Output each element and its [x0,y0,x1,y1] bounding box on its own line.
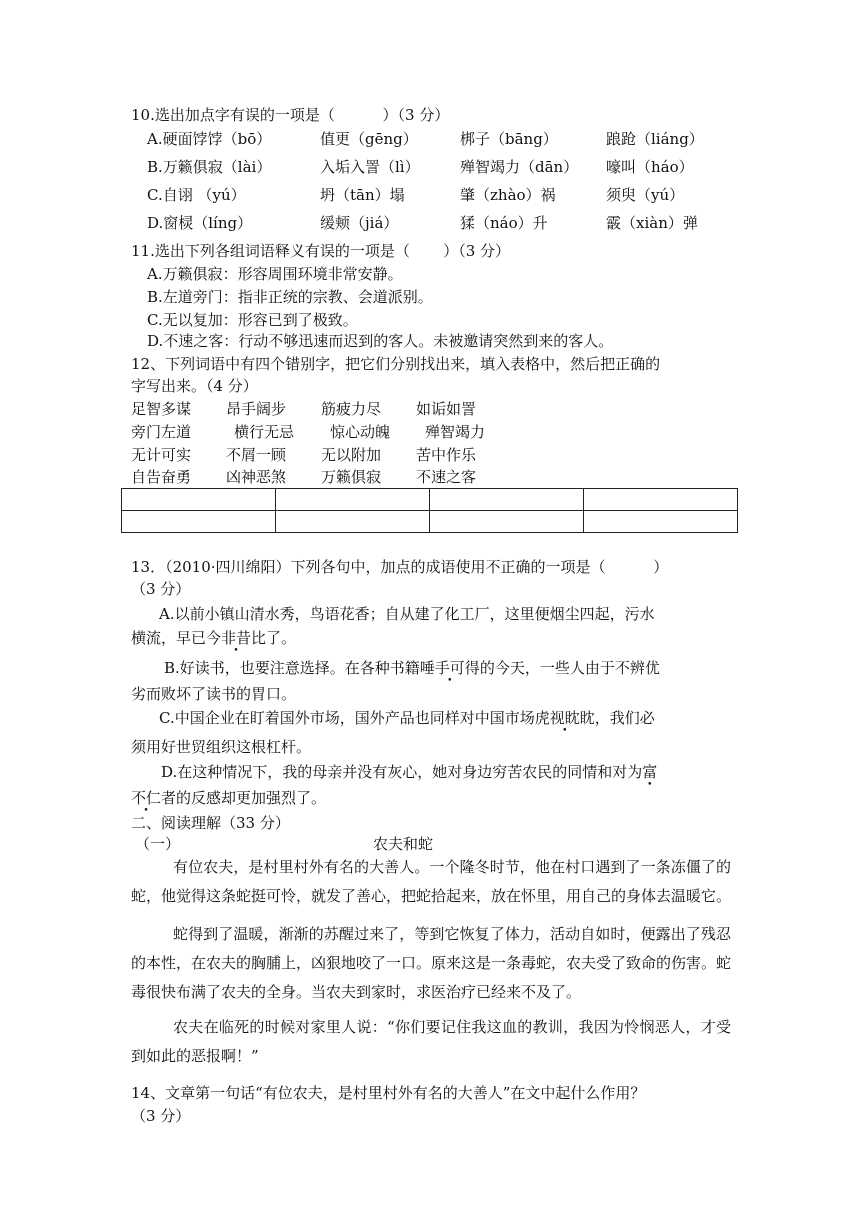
q10-option-a-2: 值更（gēng） [320,130,418,148]
answer-cell[interactable] [276,489,430,511]
q13-option-d-line1: D.在这种情况下，我的母亲并没有灰心，她对身边穷苦农民的同情和对为富 [161,763,658,781]
q12-word: 无以附加 [321,446,382,464]
q10-option-c-3: 肇（zhào）祸 [460,186,556,204]
answer-cell[interactable] [430,511,584,533]
q13-stem-line1: 13．（2010·四川绵阳）下列各句中，加点的成语使用不正确的一项是（ ） [131,558,669,576]
answer-cell[interactable] [276,511,430,533]
q12-word: 苦中作乐 [416,446,477,464]
q14-stem-line1: 14、文章第一句话“有位农夫，是村里村外有名的大善人”在文中起什么作用？ [131,1084,646,1102]
q10-option-c-1: C.自诩 （yú） [147,186,246,204]
q10-option-d-3: 猱（náo）升 [460,214,548,232]
q12-word: 无计可实 [131,446,192,464]
q12-word: 惊心动魄 [330,423,391,441]
q11-stem: 11.选出下列各组词语释义有误的一项是（ ）（3 分） [131,242,511,260]
q10-option-b-1: B.万籁俱寂（lài） [147,158,272,176]
answer-cell[interactable] [584,489,738,511]
q11-option-a: A.万籁俱寂：形容周围环境非常安静。 [147,265,403,283]
dotted-idiom: 唾手可得 [419,659,480,677]
q13-option-c-line1: C.中国企业在盯着国外市场，国外产品也同样对中国市场虎视眈眈，我们必 [159,709,655,727]
q12-word: 不速之客 [416,468,477,486]
q10-option-a-4: 踉跄（liáng） [606,130,704,148]
q13-option-d-line2: 不仁者的反感却更加强烈了。 [131,789,327,807]
q11-option-b: B.左道旁门：指非正统的宗教、会道派别。 [147,288,433,306]
dotted-idiom: 不仁 [131,789,162,807]
q11-option-d: D.不速之客：行动不够迅速而迟到的客人。未被邀请突然到来的客人。 [147,332,614,350]
q12-word: 自告奋勇 [131,468,192,486]
q10-option-b-2: 入垢入詈（lì） [320,158,420,176]
q12-word: 不屑一顾 [226,446,287,464]
q13-option-b-line1: B.好读书，也要注意选择。在各种书籍唾手可得的今天，一些人由于不辨优 [164,659,660,677]
passage-title: 农夫和蛇 [373,835,434,853]
q12-word: 横行无忌 [234,423,295,441]
answer-cell[interactable] [122,511,276,533]
q10-option-d-1: D.窗棂（líng） [147,214,253,232]
dotted-idiom: 富 [642,763,658,781]
q10-option-d-4: 霰（xiàn）弹 [606,214,698,232]
q12-word: 殚智竭力 [425,423,486,441]
passage-paragraph: 农夫在临死的时候对家里人说：“你们要记住我这血的教训，我因为怜悯恶人，才受到如此的恶报啊！” [131,1018,731,1065]
answer-cell[interactable] [122,489,276,511]
q13-option-a-line2: 横流，早已今非昔比了。 [131,629,297,647]
answer-cell[interactable] [430,489,584,511]
q10-option-b-4: 嚎叫（háo） [606,158,694,176]
passage-label: （一） [135,835,181,853]
q14-stem-line2: （3 分） [131,1107,191,1125]
q12-word: 筋疲力尽 [321,400,382,418]
q12-word: 足智多谋 [131,400,192,418]
q10-option-c-4: 须臾（yú） [606,186,685,204]
q13-stem-line2: （3 分） [131,580,191,598]
q13-option-b-line2: 劣而败坏了读书的胃口。 [131,685,297,703]
q13-option-c-line2: 须用好世贸组织这根杠杆。 [131,738,312,756]
q10-option-a-3: 梆子（bāng） [460,130,558,148]
q13-option-a-line1: A.以前小镇山清水秀，鸟语花香；自从建了化工厂，这里便烟尘四起，污水 [159,605,655,623]
q12-word: 旁门左道 [131,423,192,441]
dotted-idiom: 今非昔比 [206,629,267,647]
q12-stem-line1: 12、下列词语中有四个错别字，把它们分别找出来，填入表格中，然后把正确的 [131,355,661,373]
q12-word: 如诟如詈 [416,400,477,418]
answer-cell[interactable] [584,511,738,533]
section-heading: 二、阅读理解（33 分） [131,814,290,832]
q12-word: 万籁俱寂 [321,468,382,486]
q10-option-a-1: A.硬面饽饽（bō） [147,130,272,148]
q12-word: 凶神恶煞 [226,468,287,486]
q10-option-d-2: 缓颊（jiá） [320,214,399,232]
q12-word: 昂手阔步 [226,400,287,418]
dotted-idiom: 虎视眈眈 [534,709,595,727]
q11-option-c: C.无以复加：形容已到了极致。 [147,311,358,329]
q12-stem-line2: 字写出来。（4 分） [131,377,258,395]
q10-stem: 10.选出加点字有误的一项是（ ）（3 分） [131,106,450,124]
passage-paragraph: 有位农夫，是村里村外有名的大善人。一个隆冬时节，他在村口遇到了一条冻僵了的蛇，他觉得这条蛇挺可怜，就发了善心，把蛇拾起来，放在怀里，用自己的身体去温暖它。 [131,858,732,905]
passage-paragraph: 蛇得到了温暖，渐渐的苏醒过来了，等到它恢复了体力，活动自如时，便露出了残忍的本性，在农夫的胸脯上，凶狠地咬了一口。原来这是一条毒蛇，农夫受了致命的伤害。蛇毒很快布满了农夫的全身。当农夫到家时，求医治疗已经来不及了。 [131,925,732,1001]
q10-option-b-3: 殚智竭力（dān） [460,158,579,176]
q10-option-c-2: 坍（tān）塌 [320,186,405,204]
answer-table [121,488,738,533]
